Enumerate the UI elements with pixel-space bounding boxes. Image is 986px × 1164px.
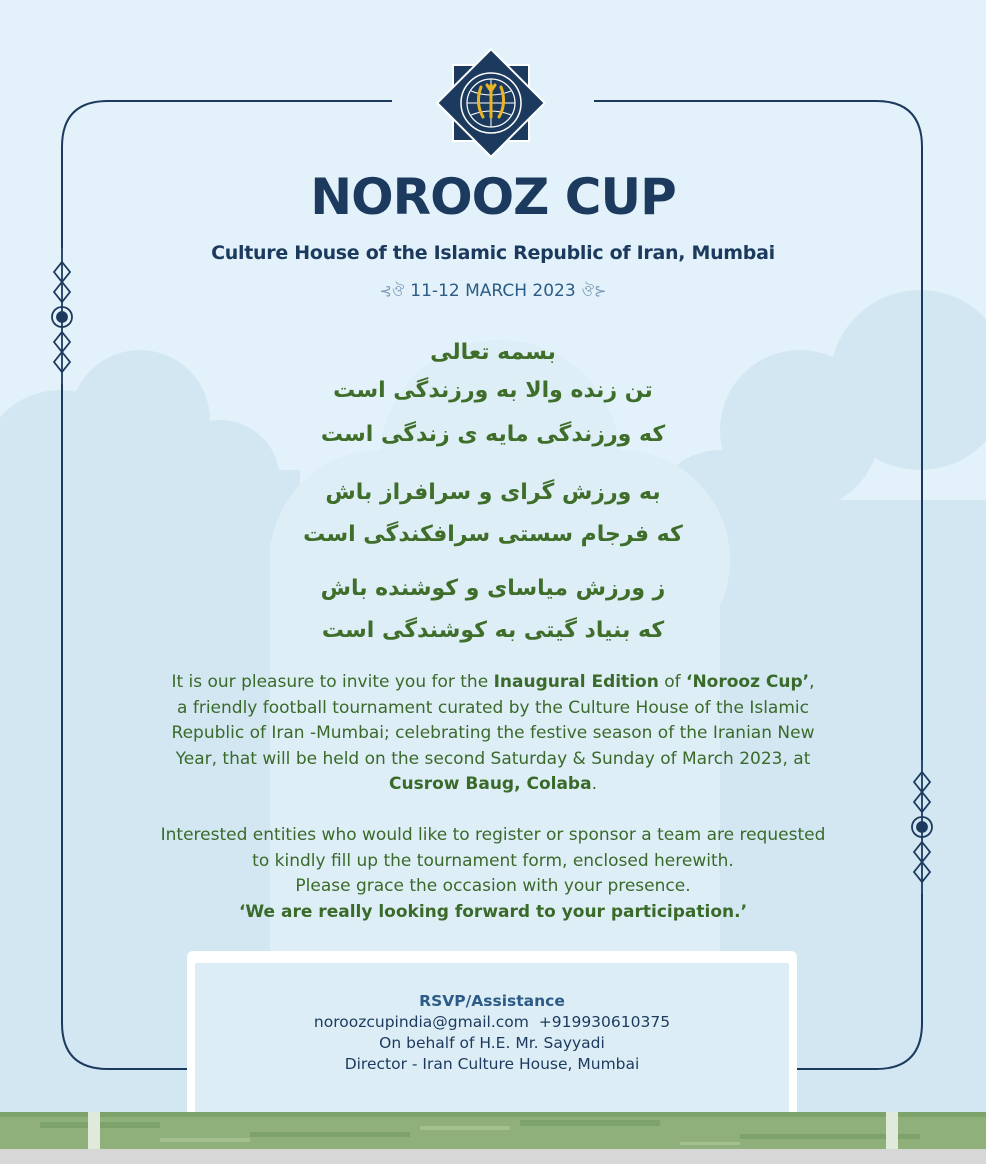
closing-line (110, 900, 876, 926)
organizer-subtitle: Culture House of the Islamic Republic of Iran, Mumbai (211, 242, 775, 264)
poem-line: به ورزش گرای و سرافراز باش (325, 480, 661, 505)
invitation-line: Interested entities who would like to register or sponsor a team are requested (160, 825, 826, 845)
invitation-line (110, 772, 876, 798)
invitation-line: Please grace the occasion with your presence. (295, 876, 691, 896)
poem-line: که فرجام سستی سرافکندگی است (303, 522, 683, 547)
invitation-paragraph (110, 670, 876, 798)
rsvp-phone[interactable]: +919930610375 (538, 1013, 671, 1031)
closing-highlight: ‘We are really looking forward to your participation.’ (238, 901, 748, 922)
invitation-line: a friendly football tournament curated by the Culture House of the Islamic (177, 697, 809, 718)
poem-heading: بسمه تعالی (430, 340, 556, 365)
text-span: . (591, 774, 597, 794)
cup-name-highlight: ‘Norooz Cup’ (686, 672, 810, 692)
poem-line: تن زنده والا به ورزندگی است (333, 378, 653, 403)
rsvp-designation: Director - Iran Culture House, Mumbai (344, 1055, 640, 1073)
rsvp-details (195, 991, 789, 1075)
invitation-line: to kindly fill up the tournament form, enclosed herewith. (252, 850, 734, 871)
text-span: It is our pleasure to invite you for the (171, 672, 494, 692)
text-span: , (809, 672, 815, 692)
event-date-text: 11-12 MARCH 2023 (410, 281, 576, 301)
invitation-line: Year, that will be held on the second Saturday & Sunday of March 2023, at (175, 748, 811, 769)
event-date (0, 280, 986, 305)
rsvp-heading: RSVP/Assistance (419, 992, 565, 1010)
scroll-ornament-icon: ঔ⊱ (581, 282, 607, 300)
poem-line: که ورزندگی مایه ی زندگی است (320, 422, 666, 447)
text-span: of (658, 672, 686, 692)
scroll-ornament-icon: ⊰ঔ (379, 282, 405, 300)
invitation-line (110, 670, 876, 696)
rsvp-contact (195, 1012, 789, 1033)
page-title: NOROOZ CUP (310, 168, 676, 226)
emblem-icon (436, 48, 546, 158)
poem-line: ز ورزش میاسای و کوشنده باش (320, 576, 666, 601)
venue-highlight: Cusrow Baug, Colaba (389, 774, 592, 794)
edition-highlight: Inaugural Edition (493, 672, 659, 692)
grass-field (0, 1112, 986, 1149)
registration-paragraph (110, 823, 876, 925)
poem-line: که بنیاد گیتی به کوشندگی است (321, 618, 665, 643)
rsvp-on-behalf: On behalf of H.E. Mr. Sayyadi (379, 1034, 605, 1052)
ornament-icon (912, 760, 932, 894)
invitation-line: Republic of Iran -Mumbai; celebrating the festive season of the Iranian New (171, 723, 815, 743)
rsvp-card (187, 951, 797, 1131)
rsvp-panel (195, 963, 789, 1131)
bottom-strip (0, 1149, 986, 1164)
rsvp-email[interactable]: noroozcupindia@gmail.com (313, 1013, 529, 1031)
